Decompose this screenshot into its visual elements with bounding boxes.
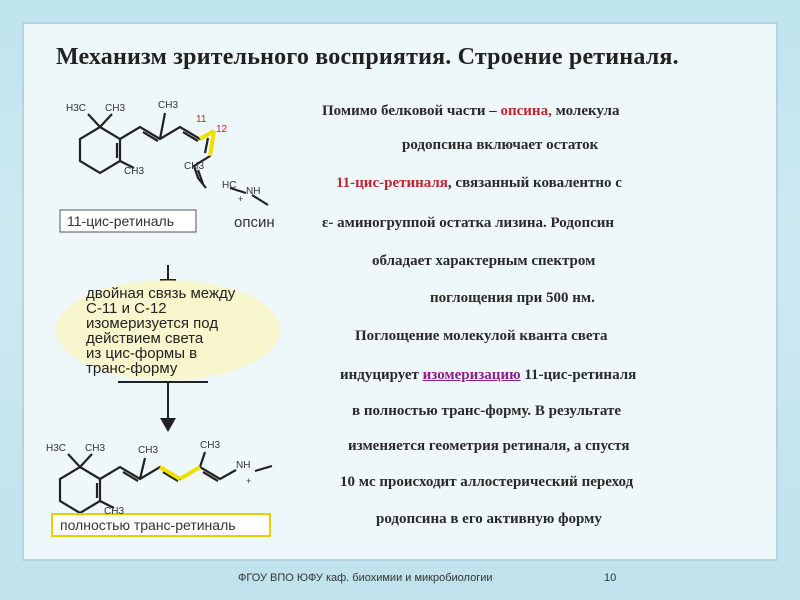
- opsin-label: опсин: [234, 214, 275, 231]
- ch3-label-top-ring-2: CH3: [124, 166, 145, 177]
- h3c-label-bottom: H3C: [46, 443, 67, 454]
- arrow-head: [160, 418, 176, 432]
- paragraph1-line2: родопсина включает остаток: [402, 137, 599, 153]
- paragraph2-line3: в полностью транс-форму. В результате: [352, 403, 621, 419]
- nh-label-bottom: NH: [236, 460, 251, 471]
- ch3-label-bottom-ring: CH3: [85, 443, 106, 454]
- cis-retinal-term: 11-цис-ретиналя: [336, 175, 448, 191]
- paragraph2-line4: изменяется геометрия ретиналя, а спустя: [348, 438, 630, 454]
- ch3-label-top-ring: CH3: [105, 103, 126, 114]
- ring-bottom: [60, 467, 100, 513]
- text-segment: молекула: [551, 103, 620, 119]
- ch3-label-top-cis: CH3: [184, 161, 205, 172]
- paragraph2-line6: родопсина в его активную форму: [376, 511, 602, 527]
- cis-retinal-caption: 11-цис-ретиналь: [67, 213, 175, 229]
- nh-label-top: NH: [246, 186, 261, 197]
- carbon-12-label: 12: [216, 124, 228, 135]
- plus-label-top: +: [238, 194, 244, 204]
- ch3-label-bottom-chain-2: CH3: [200, 440, 221, 451]
- isomerization-annotation: [86, 286, 276, 376]
- slide-title: Механизм зрительного восприятия. Строение ретиналя.: [56, 44, 679, 70]
- annotation-line: двойная связь между: [86, 285, 236, 302]
- annotation-line: из цис-формы в: [86, 345, 198, 362]
- ch3-label-top-chain: CH3: [158, 100, 179, 111]
- paragraph2-line1: Поглощение молекулой кванта света: [355, 328, 608, 344]
- annotation-line: транс-форму: [86, 360, 178, 377]
- trans-retinal-caption: полностью транс-ретиналь: [60, 517, 236, 533]
- isomerization-term: изомеризацию: [422, 367, 521, 383]
- ch3-label-bottom-ring-2: CH3: [104, 506, 125, 517]
- cis-retinal-structure: [80, 113, 268, 205]
- annotation-line: изомеризуется под: [86, 315, 219, 332]
- annotation-line: действием света: [86, 330, 204, 347]
- highlight-bond-bottom-2: [180, 467, 200, 479]
- paragraph1-line6: поглощения при 500 нм.: [430, 290, 595, 306]
- plus-label-bottom: +: [246, 476, 252, 486]
- page-number: 10: [604, 572, 617, 584]
- ring-top: [80, 127, 120, 173]
- ch3-label-bottom-chain: CH3: [138, 445, 159, 456]
- paragraph1-line4: ε- аминогруппой остатка лизина. Родопсин: [322, 215, 615, 231]
- text-segment: 11-цис-ретиналя: [520, 367, 637, 383]
- text-segment: Помимо белковой части –: [322, 103, 501, 119]
- hc-label-top: HC: [222, 180, 237, 191]
- paragraph1-line5: обладает характерным спектром: [372, 253, 596, 269]
- opsin-term: опсина,: [500, 103, 552, 119]
- text-segment: , связанный ковалентно с: [447, 175, 622, 191]
- text-segment: индуцирует: [340, 367, 423, 383]
- footer-text: ФГОУ ВПО ЮФУ каф. биохимии и микробиологии: [238, 572, 493, 584]
- h3c-label-top: H3C: [66, 103, 87, 114]
- paragraph2-line5: 10 мс происходит аллостерический переход: [340, 474, 634, 490]
- carbon-11-label: 11: [196, 114, 207, 125]
- annotation-line: С-11 и С-12: [86, 300, 167, 317]
